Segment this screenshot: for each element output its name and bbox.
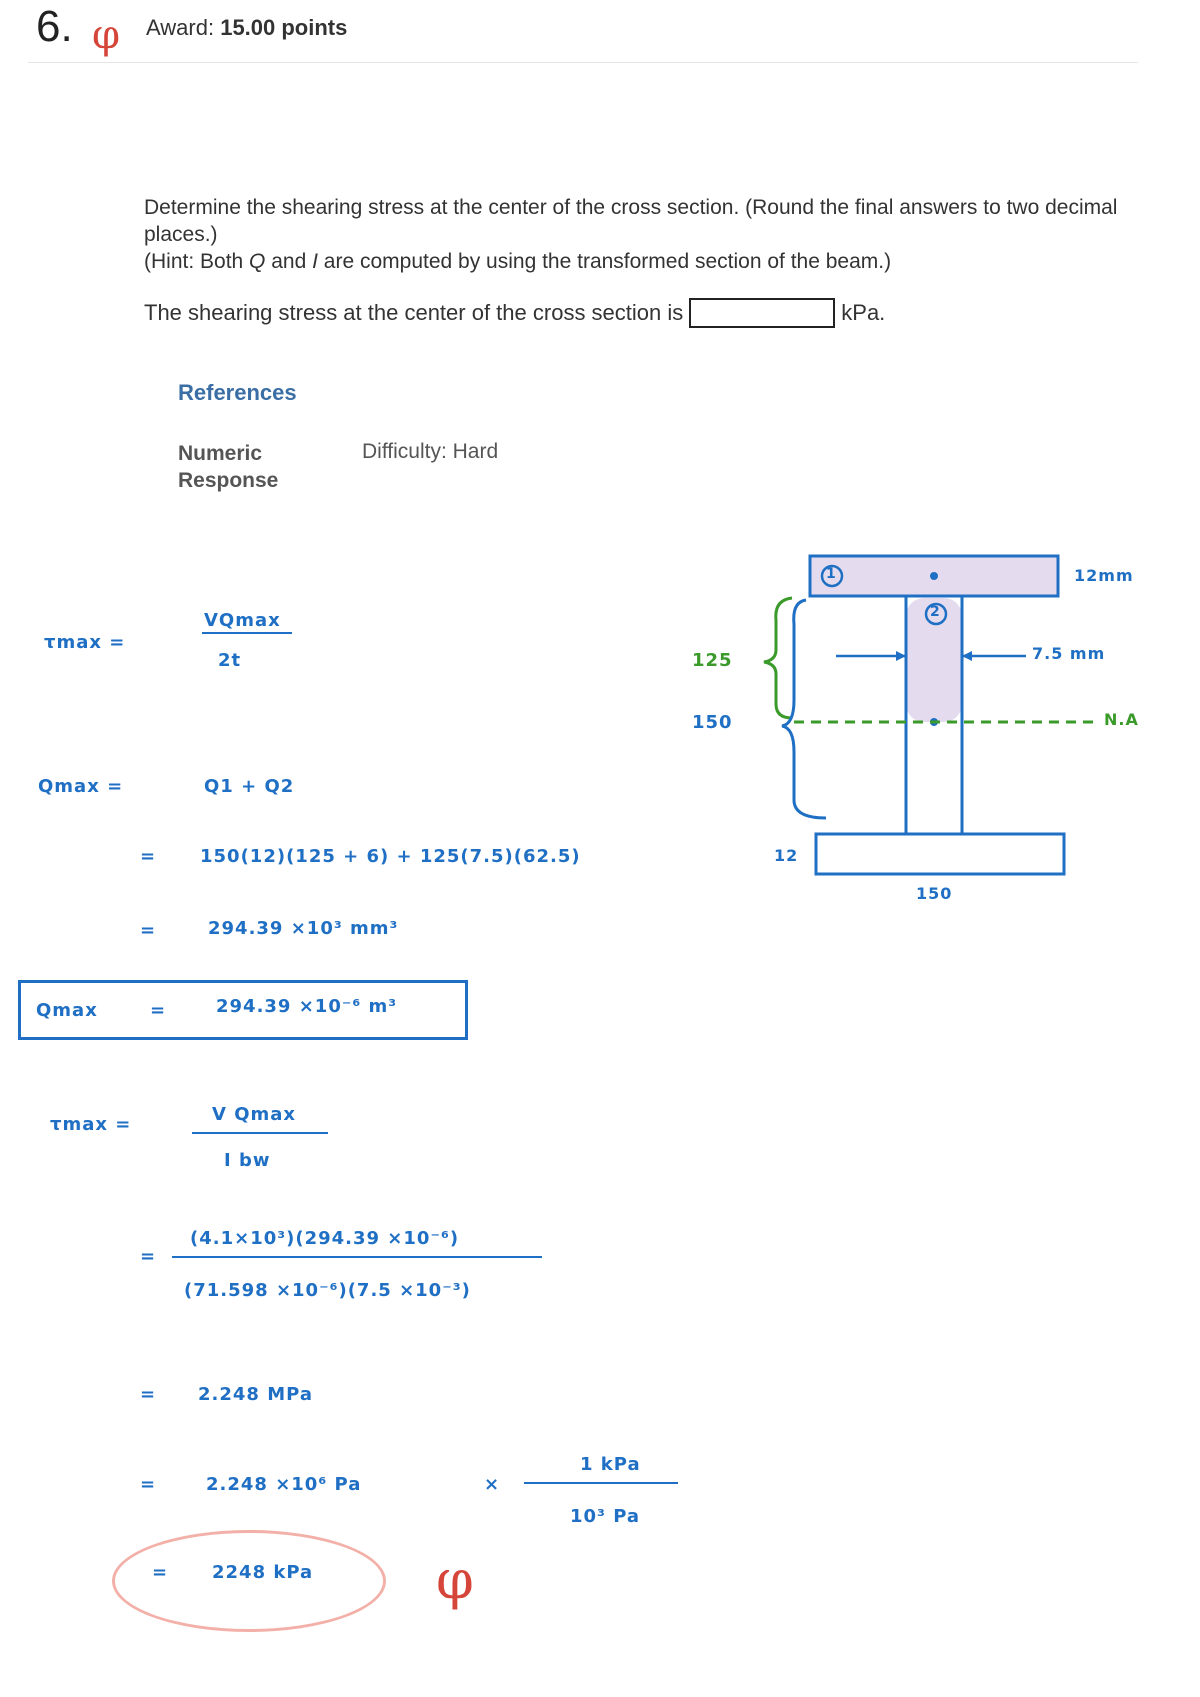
conversion-denominator: 10³ Pa <box>570 1506 641 1527</box>
qmax-eq1: Q1 + Q2 <box>204 776 295 797</box>
award-label: Award: <box>146 15 215 40</box>
result-mpa: 2.248 MPa <box>198 1384 313 1405</box>
neutral-axis-label: N.A <box>1104 710 1139 729</box>
result-pa: 2.248 ×10⁶ Pa <box>206 1474 362 1495</box>
qmax-box-value: 294.39 ×10⁻⁶ m³ <box>216 996 398 1017</box>
multiply-sign: × <box>484 1474 501 1495</box>
dimension-12mm: 12mm <box>1074 566 1134 585</box>
brace-125 <box>764 598 792 718</box>
equals-sign: = <box>152 1562 169 1583</box>
centroid-dot-1 <box>930 572 938 580</box>
qmax-box-label: Qmax <box>36 1000 98 1021</box>
conversion-numerator: 1 kPa <box>580 1454 641 1475</box>
substitution-numerator: (4.1×10³)(294.39 ×10⁻⁶) <box>190 1228 460 1249</box>
equals-sign: = <box>140 1246 157 1267</box>
dimension-12: 12 <box>774 846 799 865</box>
dimension-7-5mm: 7.5 mm <box>1032 644 1106 663</box>
prompt-line: Determine the shearing stress at the center of the cross section. (Round the final answers to two decimal places.) <box>144 196 1118 246</box>
dimension-150-left: 150 <box>692 712 733 733</box>
dimension-125: 125 <box>692 650 733 671</box>
equals-sign: = <box>140 1474 157 1495</box>
qmax-eq2: 150(12)(125 + 6) + 125(7.5)(62.5) <box>200 846 581 867</box>
tau2-denominator: I bw <box>224 1150 271 1171</box>
answer-unit: kPa. <box>841 300 886 325</box>
brace-150 <box>782 600 826 818</box>
equals-sign: = <box>140 920 157 941</box>
references-link[interactable]: References <box>178 380 297 405</box>
bottom-flange <box>816 834 1064 874</box>
dimension-150-bottom: 150 <box>916 884 953 903</box>
substitution-denominator: (71.598 ×10⁻⁶)(7.5 ×10⁻³) <box>184 1280 471 1301</box>
tau2-label: τmax = <box>50 1114 132 1135</box>
difficulty-label: Difficulty: Hard <box>362 440 499 463</box>
qmax-label: Qmax = <box>38 776 124 797</box>
prompt-hint: (Hint: Both Q and I are computed by using the transformed section of the beam.) <box>144 250 892 273</box>
incorrect-mark-icon: φ <box>436 1548 474 1611</box>
final-answer: 2248 kPa <box>212 1562 314 1583</box>
tau-max-label: τmax = <box>44 632 126 653</box>
circle-2-label: 2 <box>930 604 941 620</box>
answer-label: The shearing stress at the center of the cross section is <box>144 300 684 325</box>
equals-sign: = <box>150 1000 167 1021</box>
tau2-numerator: V Qmax <box>212 1104 297 1125</box>
equals-sign: = <box>140 1384 157 1405</box>
tau-denominator: 2t <box>218 650 242 671</box>
qmax-eq3: 294.39 ×10³ mm³ <box>208 918 399 939</box>
equals-sign: = <box>140 846 157 867</box>
award-value: 15.00 points <box>220 15 348 40</box>
question-type: Numeric Response <box>178 442 279 492</box>
tau-numerator: VQmax <box>204 610 281 631</box>
incorrect-mark-icon: φ <box>92 12 121 58</box>
circle-1-label: 1 <box>826 566 837 582</box>
question-number: 6. <box>36 2 73 51</box>
